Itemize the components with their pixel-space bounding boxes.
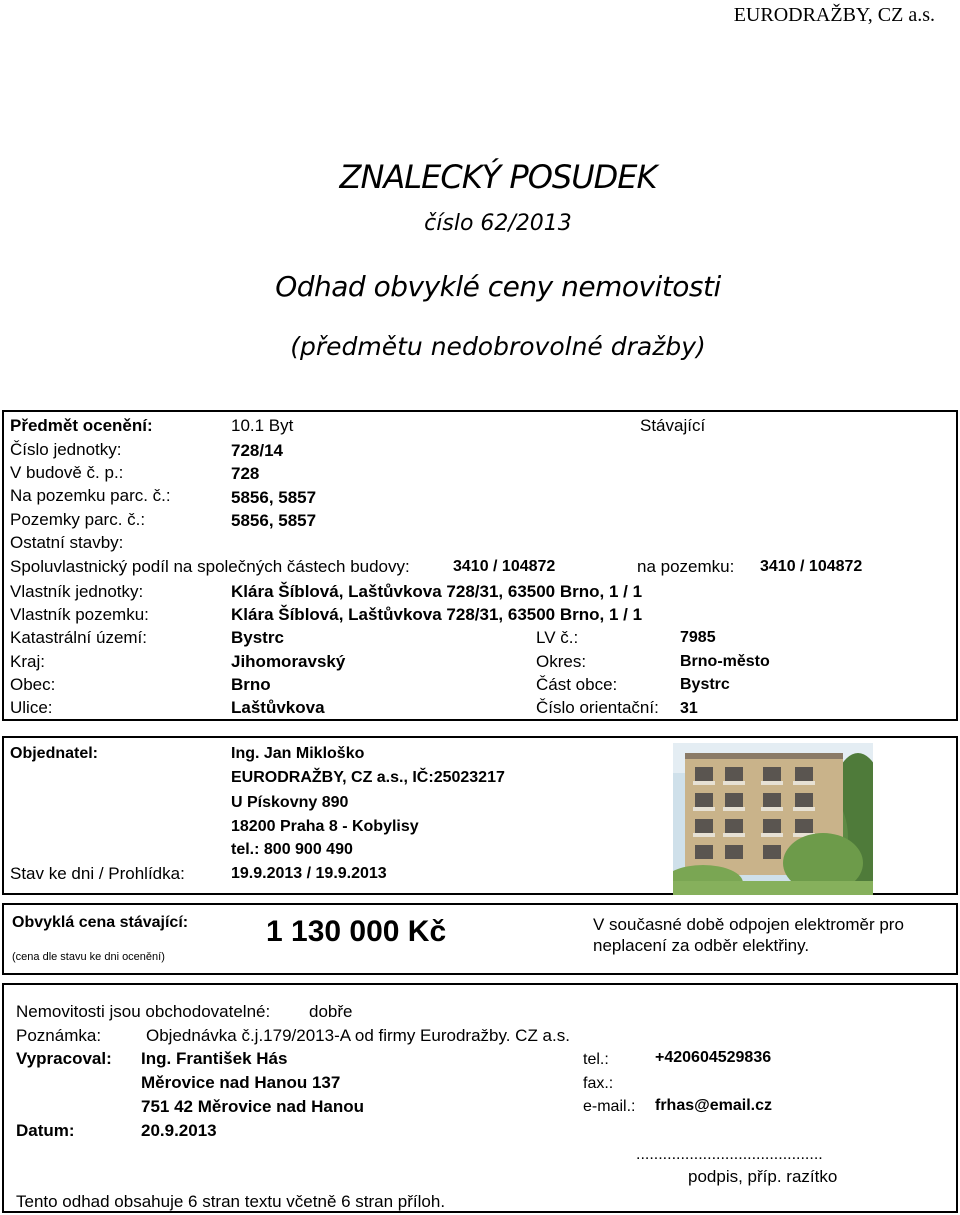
date-label: Datum: — [16, 1121, 75, 1140]
cadastre-label: Katastrální území: — [10, 628, 148, 647]
inspection-date-label: Stav ke dni / Prohlídka: — [10, 864, 185, 883]
client-name: Ing. Jan Mikloško — [231, 745, 365, 762]
share-land-value: 3410 / 104872 — [760, 558, 863, 575]
date-value: 20.9.2013 — [141, 1121, 217, 1140]
cadastre-value: Bystrc — [231, 628, 284, 647]
client-phone: tel.: 800 900 490 — [231, 841, 353, 858]
price-value: 1 130 000 Kč — [266, 915, 447, 948]
lv-label: LV č.: — [536, 628, 579, 647]
tel-label: tel.: — [583, 1051, 609, 1068]
company-name: EURODRAŽBY, CZ a.s. — [733, 4, 935, 26]
unit-number-label: Číslo jednotky: — [10, 440, 122, 459]
signature-label: podpis, příp. razítko — [688, 1167, 838, 1186]
client-company: EURODRAŽBY, CZ a.s., IČ:25023217 — [231, 769, 505, 786]
street-value: Laštůvkova — [231, 698, 325, 717]
region-value: Jihomoravský — [231, 652, 346, 671]
client-street: U Pískovny 890 — [231, 794, 349, 811]
share-land-label: na pozemku: — [637, 557, 735, 576]
price-note-line1: V současné době odpojen elektroměr pro — [593, 915, 904, 934]
share-value: 3410 / 104872 — [453, 558, 556, 575]
owner-unit-label: Vlastník jednotky: — [10, 582, 144, 601]
subject-value: 10.1 Byt — [231, 416, 294, 435]
author-label: Vypracoval: — [16, 1049, 112, 1068]
lv-value: 7985 — [680, 629, 716, 646]
author-name: Ing. František Hás — [141, 1049, 288, 1068]
owner-unit-value: Klára Šíblová, Laštůvkova 728/31, 63500 Brno, 1 / 1 — [231, 582, 643, 601]
plots-label: Pozemky parc. č.: — [10, 510, 146, 529]
other-buildings-label: Ostatní stavby: — [10, 533, 124, 552]
plot-value: 5856, 5857 — [231, 488, 317, 507]
orientation-number-label: Číslo orientační: — [536, 698, 659, 717]
city-value: Brno — [231, 675, 271, 694]
building-value: 728 — [231, 464, 260, 483]
plots-value: 5856, 5857 — [231, 511, 317, 530]
unit-number-value: 728/14 — [231, 441, 283, 460]
email-value: frhas@email.cz — [655, 1097, 772, 1114]
owner-land-value: Klára Šíblová, Laštůvkova 728/31, 63500 Brno, 1 / 1 — [231, 605, 643, 624]
client-label: Objednatel: — [10, 745, 99, 762]
inspection-date-value: 19.9.2013 / 19.9.2013 — [231, 865, 387, 882]
marketable-label: Nemovitosti jsou obchodovatelné: — [16, 1002, 271, 1021]
price-sublabel: (cena dle stavu ke dni ocenění) — [12, 951, 165, 963]
street-label: Ulice: — [10, 698, 53, 717]
tel-value: +420604529836 — [655, 1049, 772, 1066]
signature-line: .......................................... — [636, 1146, 823, 1163]
document-title: ZNALECKÝ POSUDEK — [339, 158, 657, 196]
plot-label: Na pozemku parc. č.: — [10, 486, 171, 505]
note-value: Objednávka č.j.179/2013-A od firmy Eurodražby. CZ a.s. — [146, 1026, 570, 1045]
author-street: Měrovice nad Hanou 137 — [141, 1073, 341, 1092]
building-label: V budově č. p.: — [10, 463, 124, 482]
pages-note: Tento odhad obsahuje 6 stran textu včetně 6 stran příloh. — [16, 1192, 446, 1211]
city-part-value: Bystrc — [680, 676, 730, 693]
note-label: Poznámka: — [16, 1026, 102, 1045]
document-subtitle: Odhad obvyklé ceny nemovitosti — [275, 270, 721, 303]
subject-status: Stávající — [640, 416, 706, 435]
fax-label: fax.: — [583, 1075, 614, 1092]
document-note: (předmětu nedobrovolné dražby) — [290, 332, 706, 361]
share-label: Spoluvlastnický podíl na společných částech budovy: — [10, 557, 410, 576]
price-note-line2: neplacení za odběr elektřiny. — [593, 936, 810, 955]
price-label: Obvyklá cena stávající: — [12, 914, 189, 931]
orientation-number-value: 31 — [680, 700, 698, 717]
district-label: Okres: — [536, 652, 587, 671]
region-label: Kraj: — [10, 652, 45, 671]
owner-land-label: Vlastník pozemku: — [10, 605, 149, 624]
document-number: číslo 62/2013 — [424, 211, 572, 236]
client-city: 18200 Praha 8 - Kobylisy — [231, 818, 419, 835]
author-city: 751 42 Měrovice nad Hanou — [141, 1097, 364, 1116]
subject-label: Předmět ocenění: — [10, 416, 153, 435]
building-photo — [673, 743, 873, 895]
city-label: Obec: — [10, 675, 56, 694]
email-label: e-mail.: — [583, 1098, 636, 1115]
city-part-label: Část obce: — [536, 675, 618, 694]
marketable-value: dobře — [309, 1002, 353, 1021]
district-value: Brno-město — [680, 653, 770, 670]
